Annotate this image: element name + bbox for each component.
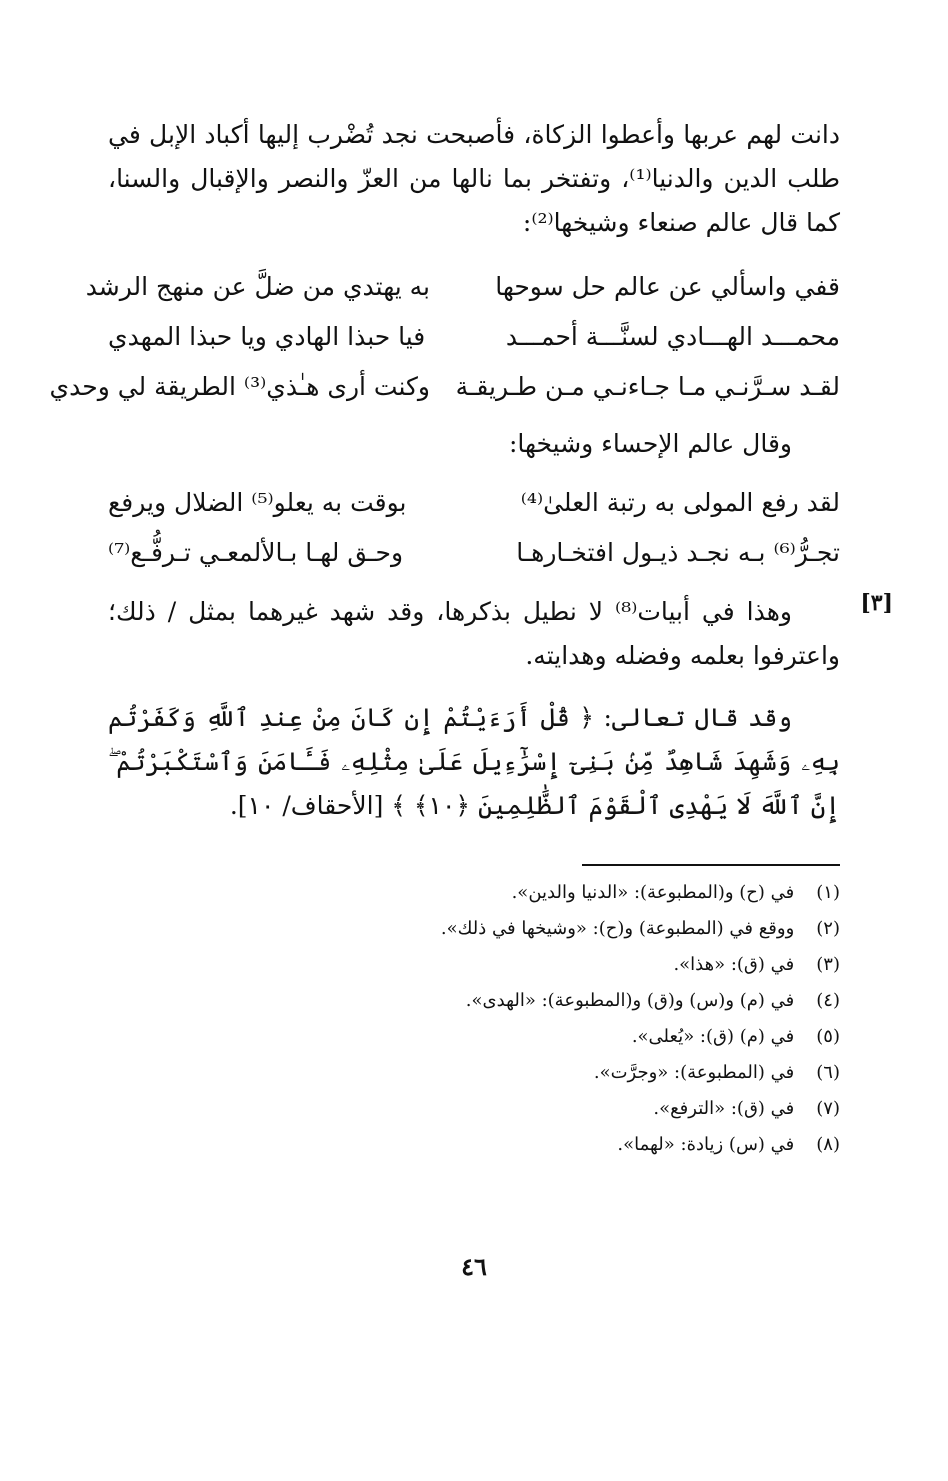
footnotes xyxy=(108,875,840,1163)
footnote-separator xyxy=(582,864,840,866)
footnote-text: في (ق): «الترفع». xyxy=(653,1098,795,1119)
footnote xyxy=(108,1091,840,1127)
verse-second-hemistich: به يهتدي من ضلَّ عن منهج الرشد xyxy=(85,272,430,301)
poem-one xyxy=(49,262,840,412)
footnote-number: (٧) xyxy=(816,1098,840,1119)
footnote xyxy=(108,875,840,911)
footnote-number: (٥) xyxy=(816,1026,840,1047)
footnote xyxy=(108,983,840,1019)
footnote-text: في (المطبوعة): «وجرَّت». xyxy=(593,1062,795,1083)
main-text-top xyxy=(108,113,840,245)
verse-first-hemistich: تجـرُّ⁽⁶⁾ بـه نجـد ذيـول افتخـارهـا xyxy=(516,538,840,567)
footnote-text: في (س) زيادة: «لهما». xyxy=(617,1134,795,1155)
footnote-text: في (ح) و(المطبوعة): «الدنيا والدين». xyxy=(511,882,795,903)
footnote xyxy=(108,1019,840,1055)
footnote-text: في (م) (ق): «يُعلى». xyxy=(631,1026,795,1047)
page-number: ٤٦ xyxy=(461,1252,487,1281)
verse-row xyxy=(108,312,840,362)
paragraph-verses-note: وهذا في أبيات⁽⁸⁾ لا نطيل بذكرها، وقد شهد غيرهما بمثل / ذلك؛ واعترفوا بعلمه وفضله وهدايته. xyxy=(108,597,840,670)
footnote-number: (٨) xyxy=(816,1134,840,1155)
footnote-number: (٢) xyxy=(816,918,840,939)
verse-row xyxy=(85,262,840,312)
footnote xyxy=(108,911,840,947)
verse-first-hemistich: قفي واسألي عن عالم حل سوحها xyxy=(495,272,840,301)
footnote-text: في (ق): «هذا». xyxy=(673,954,795,975)
verse-row xyxy=(108,528,840,578)
footnote-text: في (م) و(س) و(ق) و(المطبوعة): «الهدى». xyxy=(465,990,795,1011)
poem-two-intro: وقال عالم الإحساء وشيخها: xyxy=(508,429,792,458)
verse-row xyxy=(49,362,840,412)
verse-row xyxy=(108,478,840,528)
manuscript-folio-marker: [٣] xyxy=(860,590,893,616)
poem-two-intro-block xyxy=(108,422,840,466)
footnote xyxy=(108,1127,840,1163)
footnote-number: (٤) xyxy=(816,990,840,1011)
footnote-number: (٣) xyxy=(816,954,840,975)
main-text-quran xyxy=(108,696,840,828)
verse-second-hemistich: وحـق لهـا بـالألمعـي تـرفُّـع⁽⁷⁾ xyxy=(108,538,404,567)
verse-first-hemistich: لقـد سـرَّنـي مـا جـاءنـي مـن طـريقـة xyxy=(455,372,840,401)
footnote xyxy=(108,1055,840,1091)
footnote xyxy=(108,947,840,983)
verse-first-hemistich: لقد رفع المولى به رتبة العلىٰ⁽⁴⁾ xyxy=(520,488,840,517)
verse-first-hemistich: محمـــد الهـــادي لسنَّـــة أحمـــد xyxy=(505,322,840,351)
footnote-number: (٦) xyxy=(816,1062,840,1083)
footnote-number: (١) xyxy=(816,882,840,903)
footnote-text: ووقع في (المطبوعة) و(ح): «وشيخها في ذلك». xyxy=(440,918,795,939)
verse-second-hemistich: وكنت أرى هـٰذي⁽³⁾ الطريقة لي وحدي xyxy=(49,372,430,401)
paragraph-quran-quote: وقد قال تعالى: ﴿ قُلْ أَرَءَيْتُمْ إِن كَانَ مِنْ عِندِ ٱللَّهِ وَكَفَرْتُم بِهِۦ وَشَهِدَ شَاهِدٌ مِّنۢ بَنِىٓ إِسْرَٰٓءِيلَ عَلَىٰ مِثْلِهِۦ فَـَٔامَنَ وَٱسْتَكْبَرْتُمْ ۖ إِنَّ ٱللَّهَ لَا يَهْدِى ٱلْقَوْمَ ٱلظَّٰلِمِينَ ﴿١٠﴾ ﴾ [الأحقاف/ ١٠]. xyxy=(108,703,840,820)
main-text-middle xyxy=(108,590,840,678)
paragraph-intro: دانت لهم عربها وأعطوا الزكاة، فأصبحت نجد تُضْرب إليها أكباد الإبل في طلب الدين والدنيا⁽¹⁾، وتفتخر بما نالها من العزّ والنصر والإقبال والسنا، كما قال عالم صنعاء وشيخها⁽²⁾: xyxy=(108,120,841,237)
verse-second-hemistich: فيا حبذا الهادي ويا حبذا المهدي xyxy=(108,322,426,351)
poem-two xyxy=(108,478,840,578)
verse-second-hemistich: بوقت به يعلو⁽⁵⁾ الضلال ويرفع xyxy=(108,488,407,517)
